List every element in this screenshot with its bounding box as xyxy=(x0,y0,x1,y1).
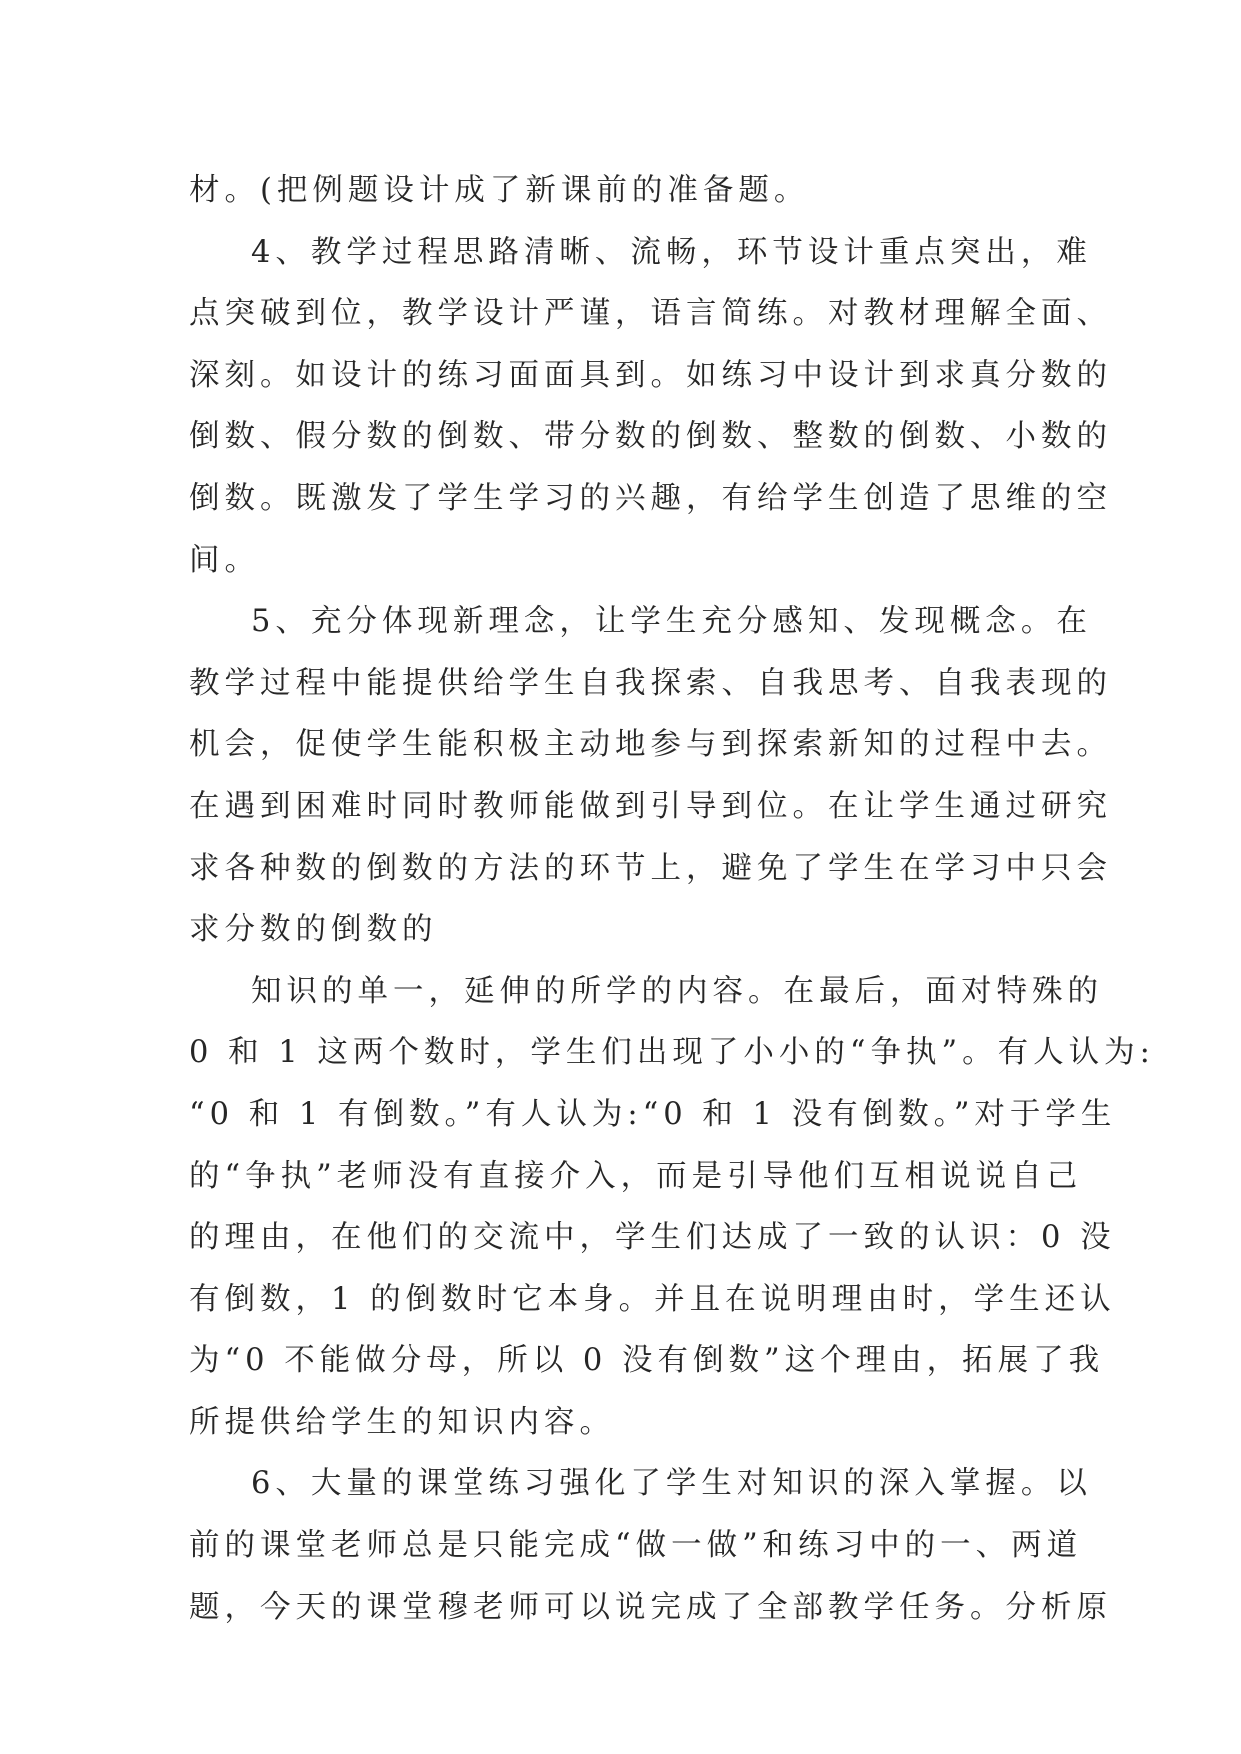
text-line: 点突破到位，教学设计严谨，语言简练。对教材理解全面、 xyxy=(189,296,1112,332)
text-line: 求分数的倒数的 xyxy=(189,912,438,948)
text-line: 有倒数，1 的倒数时它本身。并且在说明理由时，学生还认 xyxy=(189,1281,1116,1317)
text-line: 深刻。如设计的练习面面具到。如练习中设计到求真分数的 xyxy=(189,357,1112,393)
text-line: 的理由，在他们的交流中，学生们达成了一致的认识：0 没 xyxy=(189,1220,1116,1256)
document-body xyxy=(189,160,1155,1638)
text-line: 5、充分体现新理念，让学生充分感知、发现概念。在 xyxy=(251,604,1092,640)
text-line: 教学过程中能提供给学生自我探索、自我思考、自我表现的 xyxy=(189,665,1112,701)
text-line: 知识的单一，延伸的所学的内容。在最后，面对特殊的 xyxy=(251,973,1103,1009)
text-line: 前的课堂老师总是只能完成“做一做”和练习中的一、两道 xyxy=(189,1528,1083,1564)
text-line: 在遇到困难时同时教师能做到引导到位。在让学生通过研究 xyxy=(189,788,1112,824)
text-line: 机会，促使学生能积极主动地参与到探索新知的过程中去。 xyxy=(189,727,1112,763)
text-line: 题，今天的课堂穆老师可以说完成了全部教学任务。分析原 xyxy=(189,1589,1112,1625)
text-line: 的“争执”老师没有直接介入，而是引导他们互相说说自己 xyxy=(189,1158,1083,1194)
text-line: 4、教学过程思路清晰、流畅，环节设计重点突出，难 xyxy=(251,234,1092,270)
text-line: 求各种数的倒数的方法的环节上，避免了学生在学习中只会 xyxy=(189,850,1112,886)
text-line: 材。(把例题设计成了新课前的准备题。 xyxy=(189,173,810,208)
text-line: 倒数、假分数的倒数、带分数的倒数、整数的倒数、小数的 xyxy=(189,419,1112,455)
text-line: 所提供给学生的知识内容。 xyxy=(189,1404,615,1440)
text-line: “0 和 1 有倒数。”有人认为:“0 和 1 没有倒数。”对于学生 xyxy=(189,1096,1117,1132)
text-line: 间。 xyxy=(189,542,260,578)
text-line: 倒数。既激发了学生学习的兴趣，有给学生创造了思维的空 xyxy=(189,480,1112,516)
text-line: 6、大量的课堂练习强化了学生对知识的深入掌握。以 xyxy=(251,1466,1092,1502)
text-line: 为“0 不能做分母，所以 0 没有倒数”这个理由，拓展了我 xyxy=(189,1343,1105,1379)
text-line: 0 和 1 这两个数时，学生们出现了小小的“争执”。有人认为: xyxy=(189,1035,1155,1071)
